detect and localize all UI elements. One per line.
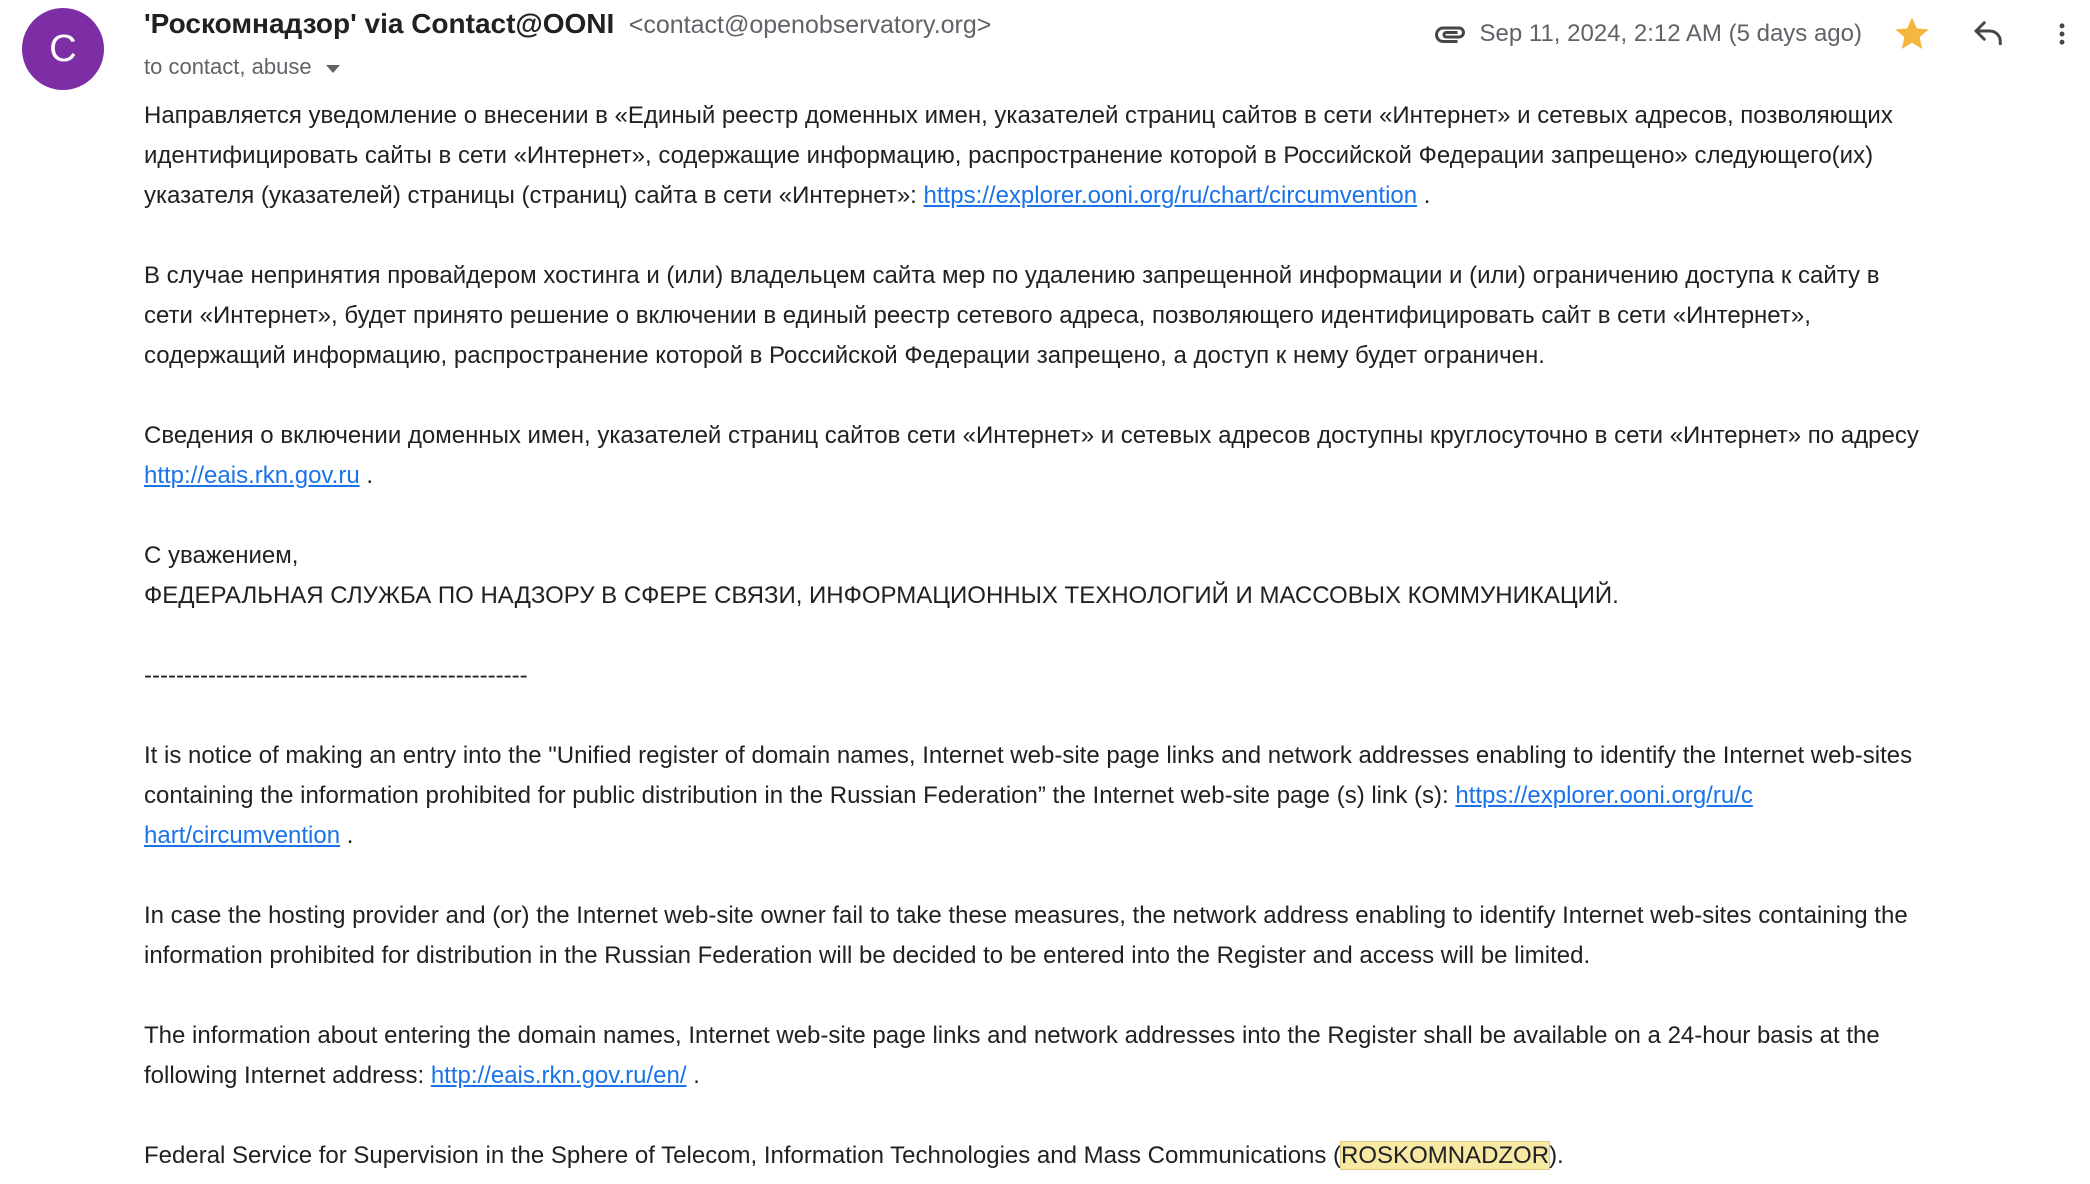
star-icon[interactable] (1892, 14, 1932, 54)
paragraph-ru-consequences: В случае непринятия провайдером хостинга и (или) владельцем сайта мер по удалению запрещенной информации и (или) ограничению доступа к сайту в сети «Интернет», будет принято решение о включении в единый реестр сетевого адреса, позволяющего идентифицировать сайт в сети «Интернет», содержащий информацию, распространение которой в Российской Федерации запрещено, а доступ к нему будет ограничен. (144, 262, 1880, 369)
recipients-label: to contact, abuse (144, 54, 312, 79)
email-header (0, 0, 2090, 96)
paragraph-en-notice: It is notice of making an entry into the "Unified register of domain names, Internet web-site page links and network addresses enabling to identify the Internet web-sites containing the information prohibited for public distribution in the Russian Federation” the Internet web-site page (s) link (s): https://explorer.ooni.org/ru/c hart/circumvention . (144, 742, 1913, 849)
header-actions (1432, 10, 2076, 58)
paragraph-en-register-info: The information about entering the domain names, Internet web-site page links and network addresses into the Register shall be available on a 24-hour basis at the following Internet address: http://eais.rkn.gov.ru/en/ . (144, 1022, 1880, 1089)
reply-button[interactable] (1970, 16, 2006, 52)
body-link[interactable]: http://eais.rkn.gov.ru/en/ (430, 1062, 687, 1089)
chevron-down-icon[interactable] (326, 65, 340, 73)
body-link[interactable]: hart/circumvention (144, 822, 341, 849)
email-body (0, 96, 2090, 1176)
body-link[interactable]: http://eais.rkn.gov.ru (144, 462, 360, 489)
paragraph-ru-register-info: Сведения о включении доменных имен, указателей страниц сайтов сети «Интернет» и сетевых адресов доступны круглосуточно в сети «Интернет» по адресу http://eais.rkn.gov.ru . (144, 422, 1919, 489)
paragraph-en-signature: Federal Service for Supervision in the Sphere of Telecom, Information Technologies and Mass Communications (ROSKOMNADZOR). (144, 1142, 1564, 1169)
email-date: Sep 11, 2024, 2:12 AM (5 days ago) (1479, 20, 1862, 47)
paragraph-en-consequences: In case the hosting provider and (or) the Internet web-site owner fail to take these measures, the network address enabling to identify Internet web-sites containing the information prohibited for distribution in the Russian Federation will be decided to be entered into the Register and access will be limited. (144, 902, 1908, 969)
recipients-summary[interactable] (144, 54, 340, 80)
sender-avatar[interactable]: C (22, 8, 104, 90)
divider-line: ------------------------------------------------ (144, 662, 528, 689)
sender-email: <contact@openobservatory.org> (628, 11, 992, 39)
sender-row (144, 8, 991, 40)
paragraph-ru-signature: С уважением, ФЕДЕРАЛЬНАЯ СЛУЖБА ПО НАДЗОРУ В СФЕРЕ СВЯЗИ, ИНФОРМАЦИОННЫХ ТЕХНОЛОГИЙ И МАССОВЫХ КОММУНИКАЦИЙ. (144, 542, 1619, 609)
body-link[interactable]: https://explorer.ooni.org/ru/chart/circumvention (923, 182, 1418, 209)
paragraph-ru-notice: Направляется уведомление о внесении в «Единый реестр доменных имен, указателей страниц сайтов в сети «Интернет» и сетевых адресов, позволяющих идентифицировать сайты в сети «Интернет», содержащие информацию, распространение которой в Российской Федерации запрещено» следующего(их) указателя (указателей) страницы (страниц) сайта в сети «Интернет»: https://explorer.ooni.org/ru/chart/circumvention . (144, 102, 1893, 209)
more-options-button[interactable] (2048, 20, 2076, 48)
highlighted-term: ROSKOMNADZOR (1341, 1142, 1550, 1169)
sender-name: 'Роскомнадзор' via Contact@OONI (144, 8, 615, 39)
attachment-icon (1432, 16, 1468, 52)
body-link[interactable]: https://explorer.ooni.org/ru/c (1455, 782, 1753, 809)
